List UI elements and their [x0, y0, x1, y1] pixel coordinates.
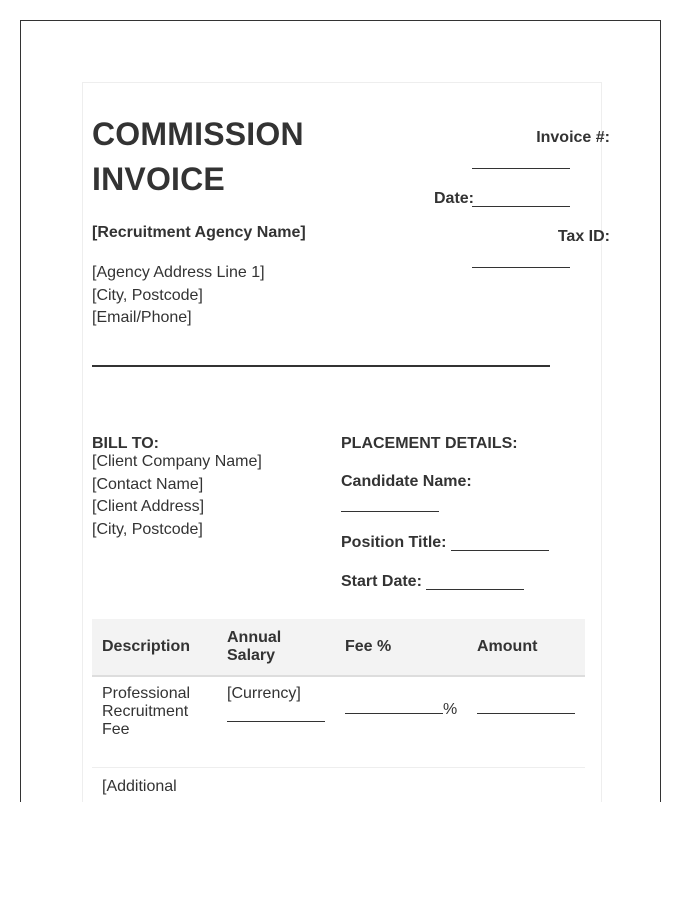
- invoice-title: [92, 112, 304, 202]
- start-date-blank: [426, 575, 524, 590]
- column-header-description: Description: [92, 619, 217, 676]
- position-title-label: Position Title:: [341, 534, 447, 551]
- invoice-number-label: Invoice #:: [536, 129, 610, 146]
- bill-to-line: [Client Address]: [92, 498, 205, 515]
- salary-currency-placeholder: [Currency]: [227, 685, 301, 702]
- start-date-label: Start Date:: [341, 573, 422, 590]
- date-label: Date:: [433, 190, 474, 207]
- bottom-whitespace: [0, 802, 700, 900]
- header-divider: [92, 365, 550, 367]
- fee-percent-suffix: %: [443, 701, 458, 718]
- amount-blank: [477, 699, 575, 714]
- title-line-1: COMMISSION: [92, 116, 304, 152]
- row-annual-salary: [217, 676, 335, 768]
- line-items-table: [92, 619, 585, 805]
- agency-name: [Recruitment Agency Name]: [92, 224, 306, 241]
- column-header-fee-percent: Fee %: [335, 619, 467, 676]
- agency-address: [92, 262, 265, 330]
- date-blank: [472, 192, 570, 207]
- candidate-name-blank: [341, 497, 439, 512]
- table-row: [92, 676, 585, 768]
- salary-blank: [227, 707, 325, 722]
- tax-id-label: Tax ID:: [557, 228, 610, 245]
- bill-to-heading: BILL TO:: [92, 435, 159, 452]
- bill-to-lines: [92, 451, 262, 541]
- agency-address-line: [Email/Phone]: [92, 309, 192, 326]
- row-description: [Additional: [92, 768, 217, 805]
- column-header-annual-salary: Annual Salary: [217, 619, 335, 676]
- column-header-amount: Amount: [467, 619, 585, 676]
- agency-address-line: [Agency Address Line 1]: [92, 264, 265, 281]
- agency-address-line: [City, Postcode]: [92, 286, 203, 304]
- candidate-name-label: Candidate Name:: [341, 473, 472, 490]
- row-description: Professional Recruitment Fee: [92, 676, 217, 768]
- row-fee-percent: [335, 676, 467, 768]
- table-header-row: [92, 619, 585, 676]
- tax-id-blank: [472, 253, 570, 268]
- line-items-table-wrap: [92, 619, 612, 805]
- bill-to-line: [City, Postcode]: [92, 520, 203, 538]
- fee-percent-blank: [345, 699, 443, 714]
- bill-to-line: [Contact Name]: [92, 475, 204, 493]
- row-amount: [467, 676, 585, 768]
- placement-heading: PLACEMENT DETAILS:: [341, 435, 518, 452]
- table-row: [92, 768, 585, 805]
- invoice-number-blank: [472, 154, 570, 169]
- bill-to-line: [Client Company Name]: [92, 453, 262, 470]
- title-line-2: INVOICE: [92, 161, 225, 197]
- position-title-blank: [451, 536, 549, 551]
